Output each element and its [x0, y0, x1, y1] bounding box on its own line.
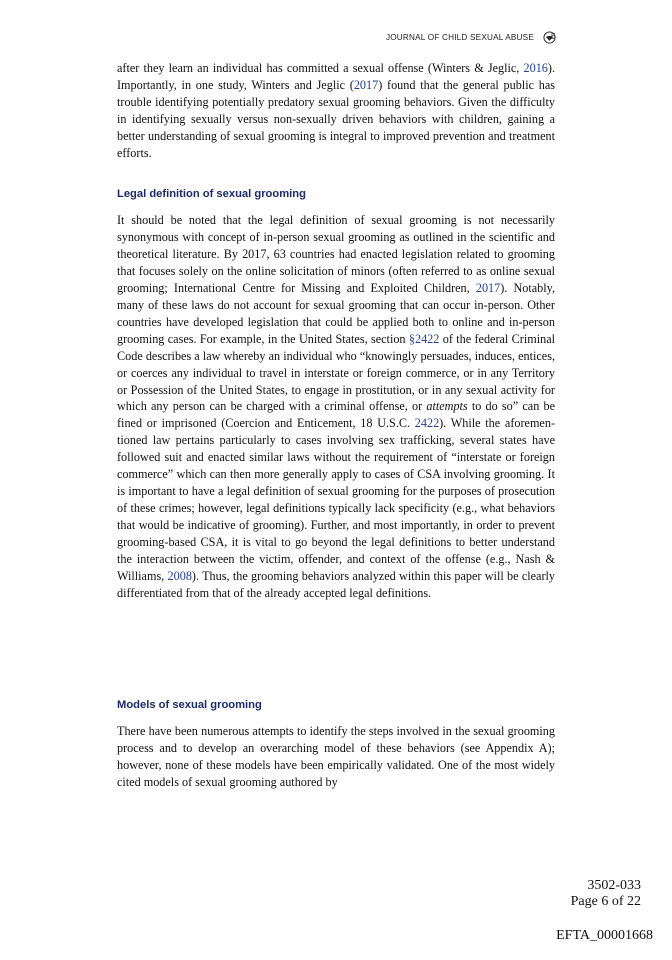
- body-text: ). Importantly, in one study, Winters and Jeglic (: [117, 61, 555, 92]
- journal-title: JOURNAL OF CHILD SEXUAL ABUSE: [385, 33, 534, 42]
- paragraph-intro: [117, 60, 555, 162]
- body-text: to do so” can be fined or imprisoned (Coercion and Enticement, 18 U.S.C.: [117, 399, 555, 431]
- citation-link[interactable]: 2008: [167, 569, 192, 584]
- citation-link[interactable]: 2016: [523, 61, 548, 75]
- running-header: [386, 31, 556, 44]
- efta-number: EFTA_00001668: [556, 928, 653, 943]
- emphasis-text: attempts: [426, 399, 468, 414]
- body-text: ). Notably, many of these laws do not account for sexual grooming that can occur in-person. Other countries have developed legislation that could be applied both to online and in-person grooming cases. For example, in the United States, section: [117, 280, 555, 346]
- citation-link[interactable]: 2422: [414, 416, 440, 431]
- citation-link[interactable]: §2422: [408, 331, 440, 346]
- body-text: ) found that the general public has trouble identifying potentially predatory sexual grooming behaviors. Given the difficulty in identifying sexually versus non-sexually driven behaviors with children, gaining a better understanding of sexual grooming is integral to improved prevention and treatment efforts.: [117, 77, 555, 160]
- body-text: ). While the aforementioned law pertains particularly to cases involving sex trafficking, several states have followed suit and enacted similar laws without the requirement of “interstate or foreign commerce” which can then more generally apply to cases of CSA involving grooming. It is important to have a legal definition of sexual grooming for the purposes of prosecution of these crimes; however, legal definitions typically lack specificity (e.g., what behaviors that would be indicative of grooming). Further, and most importantly, in order to prevent grooming-based CSA, it is vital to go beyond the legal definitions to better understand the interaction between the victim, offender, and context of the offense (e.g., Nash & Williams,: [117, 416, 555, 584]
- body-text: after they learn an individual has committed a sexual offense (Winters & Jeglic,: [117, 61, 524, 75]
- heading-models: Models of sexual grooming: [117, 699, 262, 711]
- page-number: 5: [551, 31, 556, 41]
- citation-link[interactable]: 2017: [353, 77, 379, 92]
- document-id: 3502-033: [587, 878, 641, 893]
- paragraph-models: [117, 723, 555, 791]
- citation-link[interactable]: 2017: [475, 280, 501, 295]
- paragraph-legal-definition: [117, 212, 555, 602]
- body-text: ). Thus, the grooming behaviors analyzed within this paper will be clearly differentiated from that of the already accepted legal definitions.: [117, 569, 555, 600]
- page-of-count: Page 6 of 22: [570, 894, 641, 909]
- body-text: of the federal Criminal Code describes a law whereby an individual who “knowingly persuades, induces, entices, or coerces any individual to travel in interstate or foreign commerce, or in any Territory or Possession of the United States, to engage in prostitution, or in any sexual activity for which any person can be charged with a criminal offense, or: [117, 331, 555, 414]
- heading-legal-definition: Legal definition of sexual grooming: [117, 188, 306, 200]
- body-text: It should be noted that the legal definition of sexual grooming is not necessarily synonymous with concept of in-person sexual grooming as outlined in the scientific and theoretical literature. By 2017, 63 countries had enacted legislation related to grooming that focuses solely on the online solicitation of minors (often referred to as online sexual grooming; International Centre for Missing and Exploited Children,: [117, 213, 555, 295]
- body-text: There have been numerous attempts to identify the steps involved in the sexual grooming process and to develop an overarching model of these behaviors (see Appendix A); however, none of these models have been empirically validated. One of the most widely cited models of sexual grooming authored by: [117, 724, 555, 789]
